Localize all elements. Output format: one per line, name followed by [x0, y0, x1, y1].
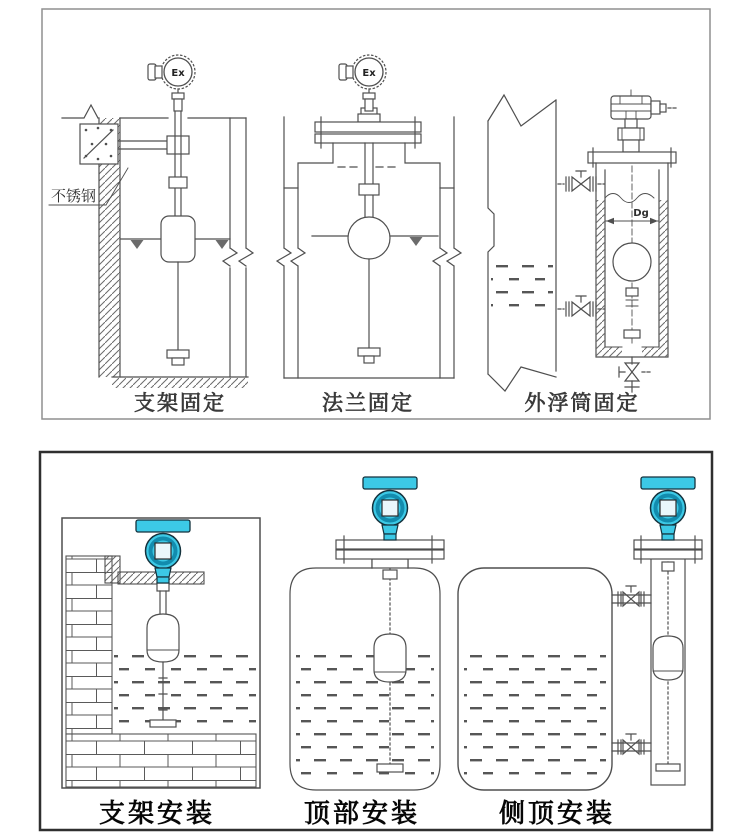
figure-bracket-fixed [49, 55, 253, 388]
ceiling-break-line [62, 105, 98, 118]
figure-side-top-installation [458, 477, 702, 790]
chamber-flange [588, 152, 676, 163]
figure-flange-fixed [277, 55, 461, 378]
caption-bracket-fixed: 支架固定 [134, 391, 226, 415]
nozzle-collar [372, 559, 408, 568]
flange-lower [315, 134, 421, 143]
float [161, 216, 195, 262]
stem-stop [624, 330, 640, 338]
pipe-dashes [558, 184, 564, 309]
nozzle-shoulders [284, 143, 454, 188]
cable-connector [651, 101, 660, 114]
caption-side-top-installation: 侧顶安装 [498, 799, 616, 829]
stem-coupling [157, 583, 169, 591]
chamber-bottom-left [596, 347, 622, 357]
flange-upper [634, 540, 702, 549]
ex-label: Ex [362, 68, 376, 79]
stem-coupling [626, 288, 638, 296]
transmitter-head [611, 96, 651, 119]
bracket-arm [118, 141, 167, 149]
stem-stop-cap [172, 358, 184, 365]
cable-connector-tip [660, 104, 666, 112]
caption-top-installation: 顶部安装 [303, 799, 421, 829]
process-tank-outline [488, 95, 556, 391]
water-dashes [296, 650, 434, 784]
stem-coupling [359, 184, 379, 195]
stem-stop-cap [364, 356, 374, 363]
tank-right-walls [223, 118, 253, 377]
water-dashes [464, 650, 606, 784]
stem-coupling [662, 562, 674, 571]
ground-hatch [112, 378, 248, 388]
isolation-valve-bottom-icon [572, 296, 590, 316]
figure-top-installation [290, 477, 444, 790]
caption-flange-fixed: 法兰固定 [322, 391, 414, 415]
ex-transmitter-icon [148, 55, 195, 111]
stem-stop [377, 764, 403, 772]
float [374, 634, 406, 682]
sensor-stem [365, 143, 373, 217]
chamber-bottom-right [642, 347, 668, 357]
stem-stop [167, 350, 189, 358]
flange-upper [336, 540, 444, 549]
flange-lower [336, 550, 444, 559]
caption-external-chamber-fixed: 外浮筒固定 [524, 391, 640, 415]
dg-label: Dg [633, 208, 649, 219]
material-label: 不锈钢 [51, 187, 97, 205]
figure-bracket-installation [62, 518, 260, 788]
ball-float [348, 217, 390, 259]
chamber-wall-hatch-right [659, 200, 668, 347]
isolation-valve-top-icon [572, 171, 590, 191]
caption-bracket-installation: 支架安装 [98, 799, 216, 829]
stem-stop [656, 764, 680, 771]
sensor-stem [175, 111, 181, 216]
tank-liquid-dashes [491, 257, 553, 307]
neck-cylinder [623, 140, 639, 152]
brick-floor [66, 734, 256, 787]
chamber-wall-hatch-left [596, 200, 605, 347]
upper-stem [160, 591, 166, 616]
stem-stop [150, 720, 176, 727]
water-dashes [114, 646, 256, 732]
stem-coupling [169, 177, 187, 188]
drain-valve-icon [619, 363, 639, 381]
ball-float [613, 243, 651, 281]
arm-clamp [167, 136, 189, 154]
smart-transmitter [641, 477, 695, 540]
ex-label: Ex [171, 68, 185, 79]
stem-stop [358, 348, 380, 356]
stem-coupling [383, 570, 397, 579]
flange-upper [315, 122, 421, 132]
liquid-surface-wave [605, 194, 654, 203]
figure-external-chamber-fixed [488, 90, 678, 392]
float [147, 614, 179, 662]
float [653, 636, 683, 680]
flange-lower [634, 550, 702, 559]
ex-transmitter-icon [339, 55, 386, 111]
smart-transmitter [363, 477, 417, 540]
neck-nut [358, 114, 380, 122]
head-neck [625, 119, 637, 128]
